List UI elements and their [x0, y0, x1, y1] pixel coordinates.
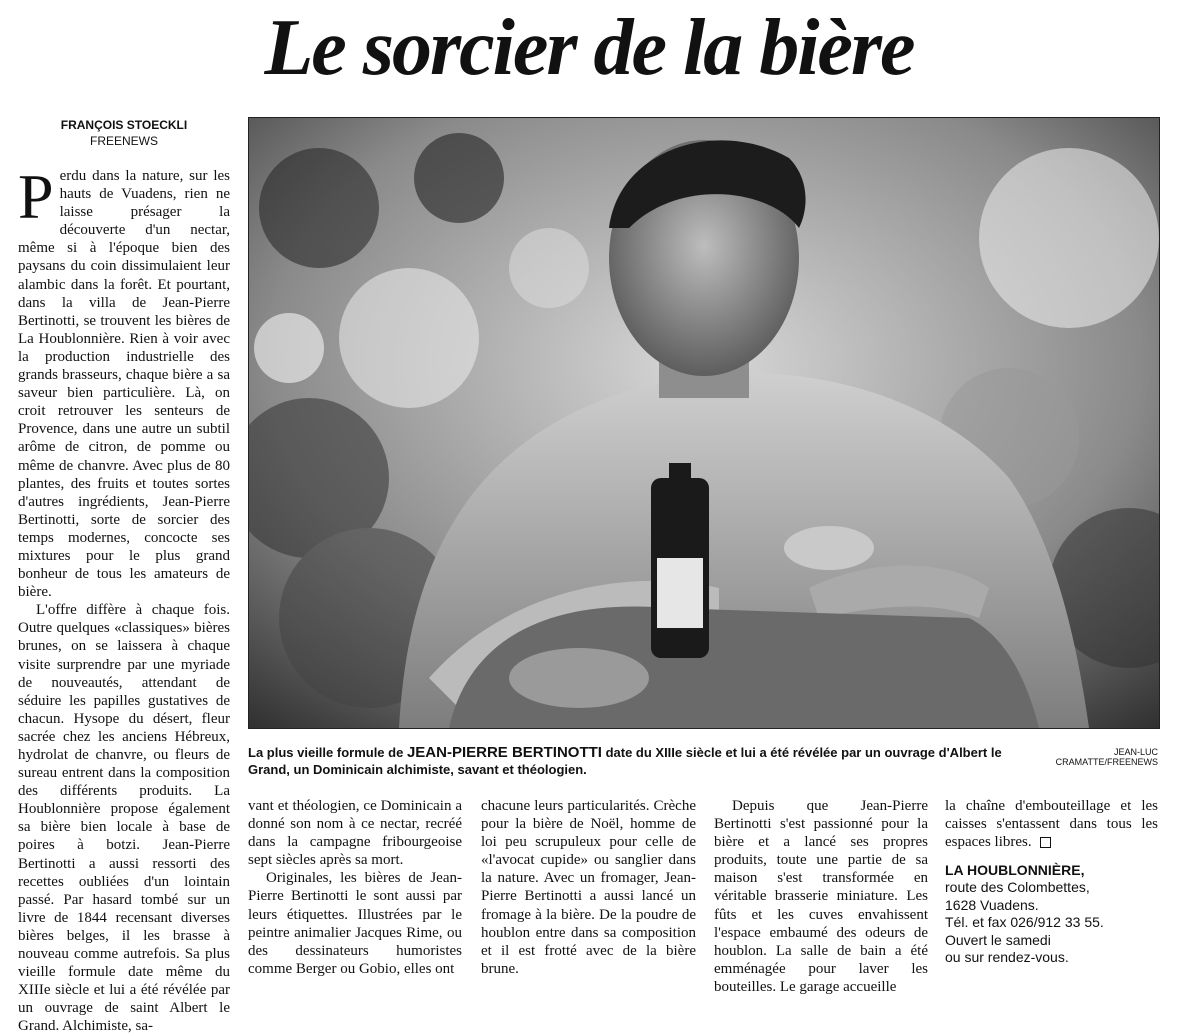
article-paragraph: Depuis que Jean-Pierre Bertinotti s'est passionné pour la bière et a lancé ses propres produits, toute une partie de sa maison s'est transformée en véritable brasserie miniature. Les fûts et les cuves envahissent l'espace embaumé des odeurs de houblon. La salle de bain a été emménagée pour laver les bouteilles. Le garage accueille	[714, 798, 928, 995]
article-column-5	[945, 797, 1158, 851]
caption-name: JEAN-PIERRE BERTINOTTI	[406, 744, 602, 761]
article-photo	[248, 117, 1160, 729]
drop-cap: P	[18, 161, 54, 232]
paragraph-text: la chaîne d'embouteillage et les caisses s'entassent dans tous les espaces libres.	[945, 798, 1158, 851]
info-line: Tél. et fax 026/912 33 55.	[945, 914, 1104, 931]
caption-text: La plus vieille formule de	[248, 745, 407, 760]
article-column-1	[18, 161, 230, 1036]
info-box-title: LA HOUBLONNIÈRE,	[945, 862, 1085, 878]
headline: Le sorcier de la bière	[264, 4, 914, 92]
end-of-article-icon	[1040, 837, 1051, 848]
article-column-4	[714, 797, 928, 996]
byline-author: FRANÇOIS STOECKLI	[60, 118, 188, 132]
byline	[18, 117, 230, 149]
photo-caption	[248, 744, 1008, 778]
byline-agency: FREENEWS	[89, 134, 158, 148]
info-line: route des Colombettes,	[945, 879, 1090, 896]
article-paragraph: chacune leurs particularités. Crèche pour la bière de Noël, homme de loi peu scrupuleux pour celle de «l'avocat cupide» ou sanglier dans la nature. Avec un fromager, Jean-Pierre Bertinotti a aussi lancé un fromage à la bière. De la poudre de houblon entre dans sa composition et il est frotté avec de la bière brune.	[481, 798, 696, 977]
article-paragraph: Originales, les bières de Jean-Pierre Bertinotti le sont aussi par leurs étiquettes. Illustrées par le peintre animalier Jacques Rime, ou des dessinateurs humoristes comme Berger ou Gobio, elles ont	[248, 870, 462, 977]
photo-credit: JEAN-LUC CRAMATTE/FREENEWS	[1055, 747, 1158, 767]
info-box	[945, 862, 1158, 966]
info-line: 1628 Vuadens.	[945, 896, 1039, 913]
paragraph-text: erdu dans la nature, sur les hauts de Vuadens, rien ne laisse présager la découverte d'un nectar, même si à l'époque bien des paysans du coin dissimulaient leur alambic dans la forêt. Et pourtant, dans la villa de Jean-Pierre Bertinotti, se trouvent les bières de La Houblonnière. Rien à voir avec la production industrielle des grands brasseurs, chaque bière a sa saveur bien particulière. Là, on croit retrouver les senteurs de Provence, dans une autre un subtil arôme de citron, de pomme ou même de chanvre. Avec plus de 80 plantes, des fruits et toutes sortes d'autres ingrédients, Jean-Pierre Bertinotti, sorte de sorcier des temps modernes, concocte ses mixtures pour le plus grand bonheur de tous les amateurs de bière.	[18, 168, 230, 601]
article-column-2	[248, 797, 462, 978]
info-line: ou sur rendez-vous.	[945, 949, 1069, 966]
article-column-3	[481, 797, 696, 978]
article-paragraph: L'offre diffère à chaque fois. Outre quelques «classiques» bières brunes, on se laissera à chaque visite surprendre par une myriade de nouveautés, attendant de séduire les papilles gustatives de chacun. Hysope du désert, fleur sacrée chez les anciens Hébreux, hydrolat de chanvre, ou fleurs de sureau entrent dans la composition des différents produits. La Houblonnière propose également sa bière bien locale à base de poires à botzi. Jean-Pierre Bertinotti a aussi ressorti des recettes oubliées d'un lointain passé. Par hasard tombé sur un livre de 1844 recensant diverses bières belges, il les brasse à nouveau comme autrefois. Sa plus vieille formule date même du XIIIe siècle et lui a été révélée par un ouvrage de saint Albert le Grand. Alchimiste, sa-	[18, 602, 230, 1035]
caption-text: date du XIIIe siècle et lui a été révélée par un ouvrage d'Albert le Grand, un Dominicain alchimiste, savant et théologien.	[248, 745, 1002, 777]
info-line: Ouvert le samedi	[945, 931, 1051, 948]
article-paragraph: vant et théologien, ce Dominicain a donné son nom à ce nectar, recréé dans la campagne fribourgeoise sept siècles après sa mort.	[248, 798, 462, 869]
portrait-photo	[249, 118, 1159, 728]
article-paragraph	[18, 161, 230, 601]
article-paragraph	[945, 797, 1158, 851]
